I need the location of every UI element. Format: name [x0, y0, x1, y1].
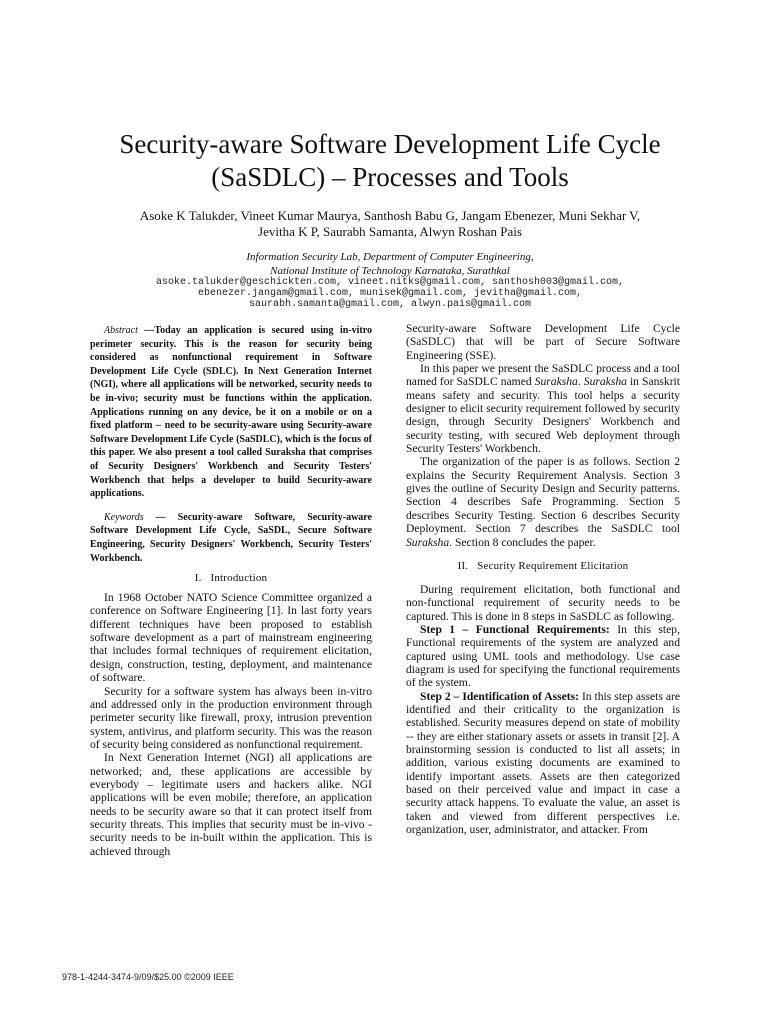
abstract-label: Abstract — [104, 325, 138, 336]
copyright-footer: 978-1-4244-3474-9/09/$25.00 ©2009 IEEE — [62, 972, 234, 982]
section-title: Security Requirement Elicitation — [477, 559, 629, 572]
email-line: saurabh.samanta@gmail.com, alwyn.pais@gmail.com — [248, 299, 532, 310]
authors-line-1: Asoke K Talukder, Vineet Kumar Maurya, Santhosh Babu G, Jangam Ebenezer, Muni Sekhar V, — [139, 208, 641, 223]
step-1-label: Step 1 – Functional Requirements: — [420, 622, 610, 636]
intro-paragraph-3: In Next Generation Internet (NGI) all applications are networked; and, these applications are accessible by everybody – legitimate users and hackers alike. NGI applications will be even mobile; therefore, an application needs to be security aware so that it can protect itself from security threats. This implies that security must be in-vivo - security needs to be in-built within the application. This is achieved through — [90, 751, 372, 858]
section-number: I. — [194, 572, 202, 585]
text-run: in Sanskrit means safety and security. This tool helps a security designer to elicit security requirement followed by security design, through Security Designers' Workbench and security testing, with secured Web deployment through Security Testers' Workbench. — [406, 375, 680, 456]
tool-name: Suraksha — [534, 375, 578, 389]
left-column — [90, 324, 372, 858]
step-2-label: Step 2 – Identification of Assets: — [420, 689, 579, 703]
keywords-label: Keywords — [104, 511, 144, 523]
tool-name: Suraksha — [583, 375, 627, 389]
affiliation-line-1: Information Security Lab, Department of Computer Engineering, — [246, 251, 534, 263]
email-line: ebenezer.jangam@gmail.com, munisek@gmail.com, jevitha@gmail.com, — [197, 288, 583, 299]
keywords: Keywords — Security-aware Software, Security-aware Software Development Life Cycle, SaSDL, Secure Software Engineering, Security Designers' Workbench, Security Testers' Workbench. — [90, 511, 372, 564]
affiliation-line-2: National Institute of Technology Karnataka, Surathkal — [270, 265, 510, 277]
text-run: . — [577, 375, 584, 389]
step-2-text: In this step assets are identified and their criticality to the organization is established. Security measures depend on state of mobility -- they are either stationary assets or assets in transit [2]. A brainstorming session is conducted to list all assets; in addition, various existing documents are examined to identify important assets. Assets are then categorized based on their perceived value and impact in case a security attack happens. To evaluate the value, an asset is taken and viewed from different perspectives i.e. organization, user, administrator, and attacker. From — [406, 689, 680, 837]
email-line: asoke.talukder@geschickten.com, vineet.nitks@gmail.com, santhosh003@gmail.com, — [155, 277, 625, 288]
step-2-paragraph — [406, 690, 680, 837]
intro-paragraph-1: In 1968 October NATO Science Committee organized a conference on Software Engineering [1]. In last forty years different techniques have been proposed to establish software development as a part of mainstream engineering that includes formal techniques of requirement elicitation, design, construction, testing, deployment, and maintenance of software. — [90, 591, 372, 685]
step-1-text: In this step, Functional requirements of the system are analyzed and captured using UML tools and methodology. Use case diagram is used for specifying the functional requirements of the system. — [406, 622, 680, 690]
section-title: Introduction — [210, 572, 268, 585]
right-column — [406, 322, 680, 836]
affiliation — [70, 250, 710, 278]
abstract-text: Today an application is secured using in-vitro perimeter security. This is the reason for security being considered as nonfunctional requirement in Software Development Life Cycle (SDLC). In Next Generation Internet (NGI), where all applications will be networked, security needs to be in-vivo; security must be functions within the application. Applications running on any device, be it on a mobile or on a fixed platform – need to be security-aware using Security-aware Software Development Life Cycle (SaSDLC), which is the focus of this paper. We also present a tool called Suraksha that comprises of Security Designers' Workbench and Security Testers' Workbench that helps a developer to build Security-aware applications. — [90, 325, 373, 500]
author-emails — [60, 277, 720, 310]
section-number: II. — [457, 559, 469, 572]
intro-paragraph-5 — [406, 455, 680, 548]
section-heading-security-requirement — [406, 559, 680, 573]
authors-line-2: Jevitha K P, Saurabh Samanta, Alwyn Roshan Pais — [258, 224, 522, 239]
intro-continuation: Security-aware Software Development Life Cycle (SaSDLC) that will be part of Secure Software Engineering (SSE). — [406, 322, 680, 362]
keywords-text: Security-aware Software, Security-aware Software Development Life Cycle, SaSDL, Secure Software Engineering, Security Designers' Workbench, Security Testers' Workbench. — [90, 511, 372, 564]
text-run: The organization of the paper is as follows. Section 2 explains the Security Requirement Analysis. Section 3 gives the outline of Security Design and Security patterns. Section 4 describes Safe Programming. Section 5 describes Security Testing. Section 6 describes Security Deployment. Section 7 describes the SaSDLC tool — [406, 455, 680, 536]
intro-paragraph-4 — [406, 362, 680, 455]
elicitation-intro: During requirement elicitation, both functional and non-functional requirement of security needs to be captured. This is done in 8 steps in SaSDLC as following. — [406, 582, 680, 623]
intro-paragraph-2: Security for a software system has always been in-vitro and addressed only in the production environment through perimeter security like firewall, proxy, intrusion prevention system, antivirus, and platform security. This was the reason of security being considered as nonfunctional requirement. — [90, 684, 372, 751]
author-list — [70, 208, 710, 240]
paper-title: Security-aware Software Development Life Cycle (SaSDLC) – Processes and Tools — [119, 129, 661, 192]
text-run: . Section 8 concludes the paper. — [449, 535, 596, 549]
tool-name: Suraksha — [406, 535, 450, 549]
step-1-paragraph — [406, 623, 680, 690]
text-run: In this paper we present the SaSDLC process and a tool named for SaSDLC named — [406, 362, 680, 389]
abstract: Abstract —Today an application is secured using in-vitro perimeter security. This is the reason for security being considered as nonfunctional requirement in Software Development Life Cycle (SDLC). In Next Generation Internet (NGI), where all applications will be networked, security needs to be in-vivo; security must be functions within the application. Applications running on any device, be it on a mobile or on a fixed platform – need to be security-aware using Security-aware Software Development Life Cycle (SaSDLC), which is the focus of this paper. We also present a tool called Suraksha that comprises of Security Designers' Workbench and Security Testers' Workbench that helps a developer to build Security-aware applications. — [90, 325, 373, 500]
section-heading-introduction — [90, 571, 372, 585]
